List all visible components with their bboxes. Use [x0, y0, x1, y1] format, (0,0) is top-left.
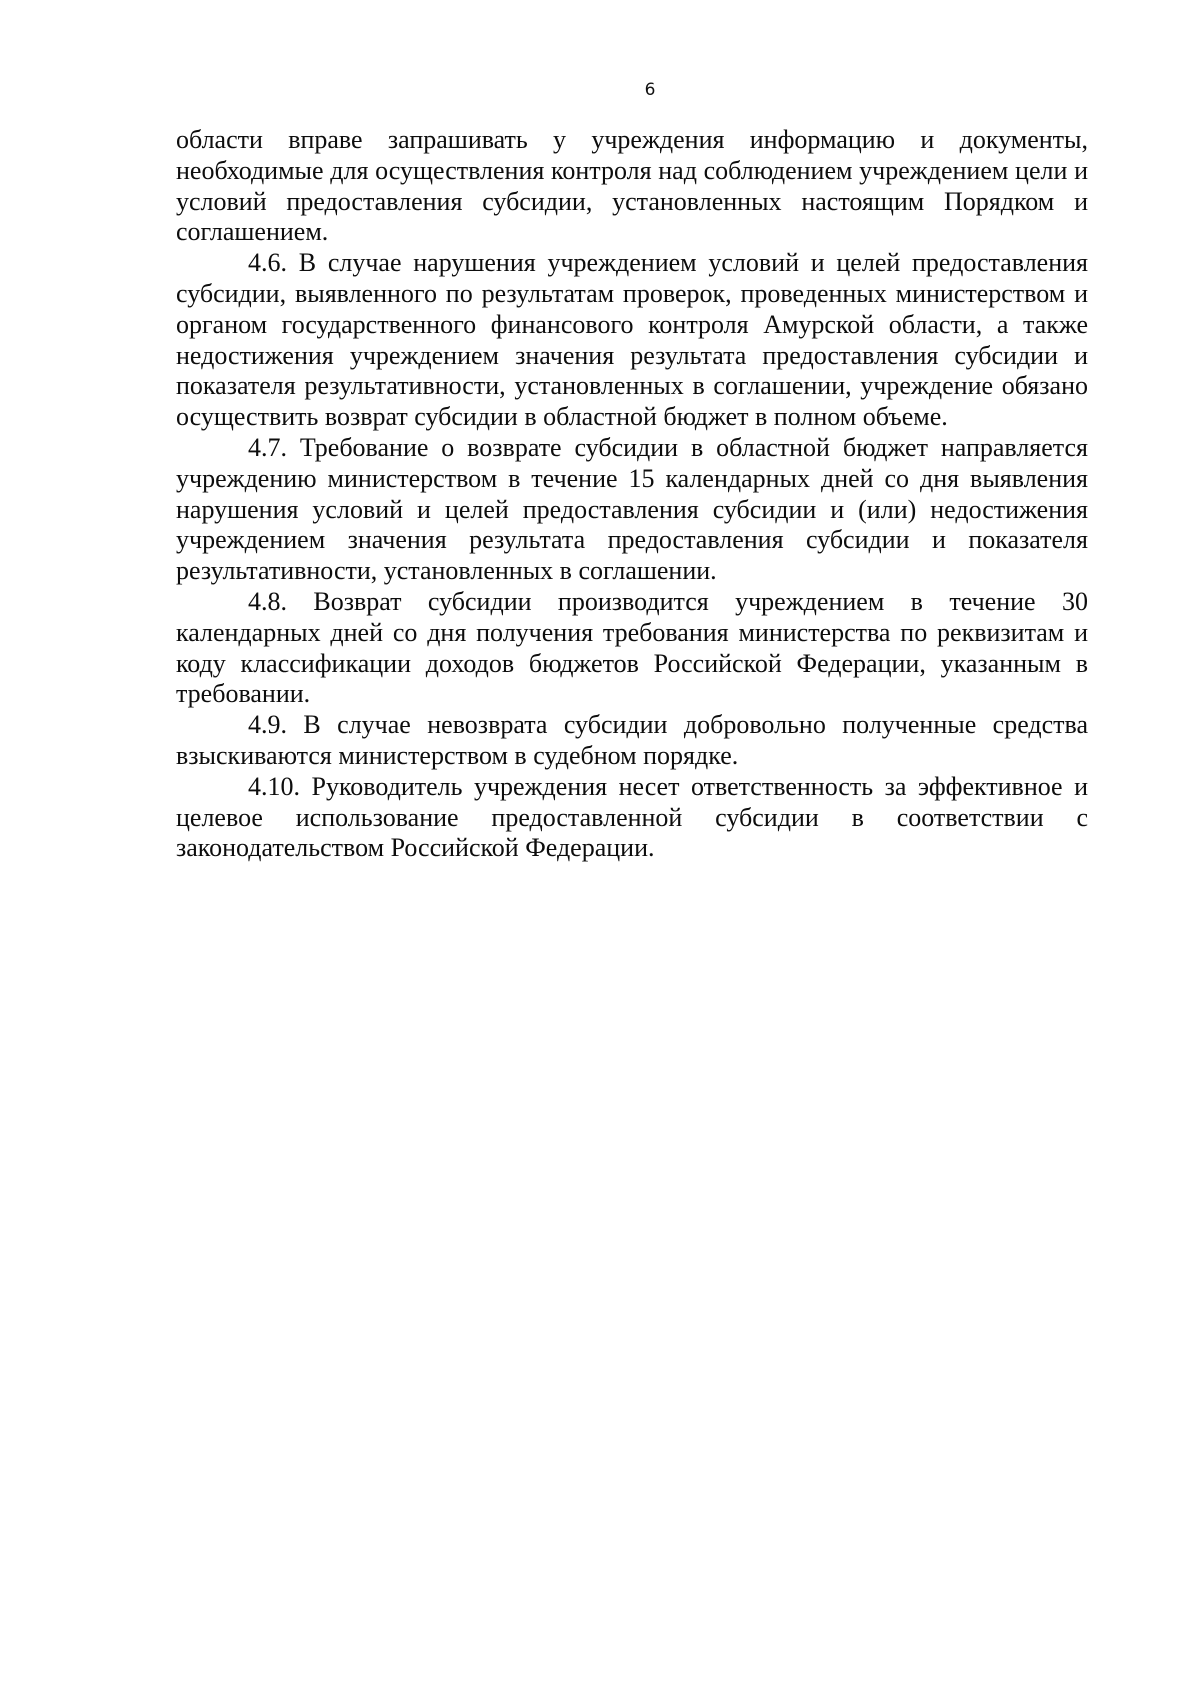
paragraph-4-7: 4.7. Требование о возврате субсидии в областной бюджет направляется учреждению министерством в течение 15 календарных дней со дня выявления нарушения условий и целей предоставления субсидии и (или) недостижения учреждением значения результата предоставления субсидии и показателя результативности, установленных в соглашении.	[176, 432, 1088, 586]
paragraph-4-6: 4.6. В случае нарушения учреждением условий и целей предоставления субсидии, выявленного по результатам проверок, проведенных министерством и органом государственного финансового контроля Амурской области, а также недостижения учреждением значения результата предоставления субсидии и показателя результативности, установленных в соглашении, учреждение обязано осуществить возврат субсидии в областной бюджет в полном объеме.	[176, 248, 1088, 432]
paragraph-4-9: 4.9. В случае невозврата субсидии добровольно полученные средства взыскиваются министерством в судебном порядке.	[176, 710, 1088, 770]
page-number: 6	[644, 80, 656, 100]
document-body	[176, 125, 1088, 864]
paragraph-continuation: области вправе запрашивать у учреждения информацию и документы, необходимые для осуществления контроля над соблюдением учреждением цели и условий предоставления субсидии, установленных настоящим Порядком и соглашением.	[176, 125, 1088, 247]
paragraph-4-10: 4.10. Руководитель учреждения несет ответственность за эффективное и целевое использование предоставленной субсидии в соответствии с законодательством Российской Федерации.	[176, 771, 1088, 863]
paragraph-4-8: 4.8. Возврат субсидии производится учреждением в течение 30 календарных дней со дня получения требования министерства по реквизитам и коду классификации доходов бюджетов Российской Федерации, указанным в требовании.	[176, 586, 1088, 709]
